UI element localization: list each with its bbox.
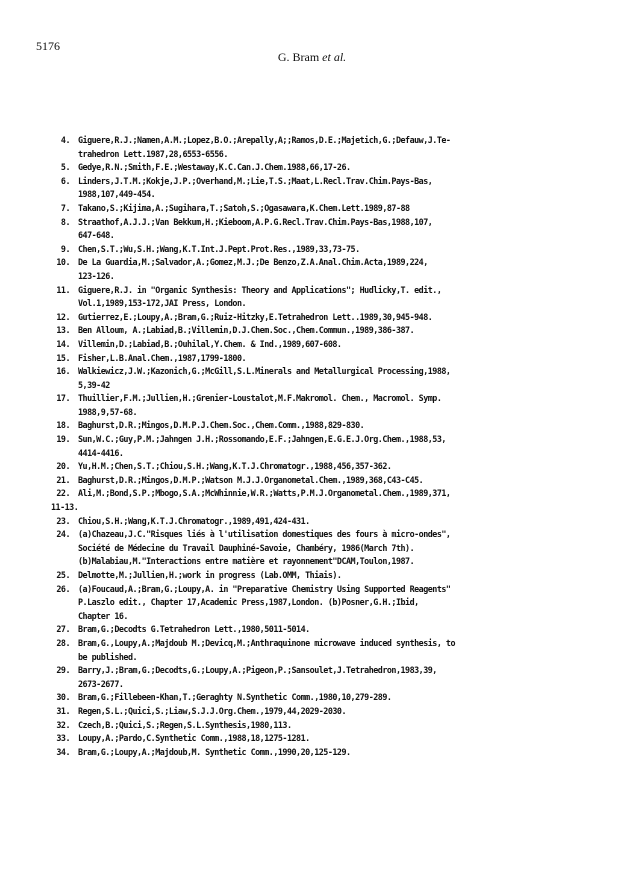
reference-text [78, 134, 595, 161]
reference-number: 32. [56, 719, 70, 730]
page-number: 5176 [36, 39, 60, 53]
reference-item [50, 664, 595, 691]
reference-line: Fisher,L.B.Anal.Chem.,1987,1799-1800. [78, 352, 247, 363]
reference-line: (a)Foucaud,A.;Bram,G.;Loupy,A. in "Preparative Chemistry Using Supported Reagents" [78, 583, 451, 594]
reference-text [78, 569, 595, 583]
reference-item [50, 569, 595, 583]
reference-line: 5,39-42 [78, 379, 110, 390]
reference-text [78, 474, 595, 488]
reference-list [50, 134, 595, 759]
reference-line: Chen,S.T.;Wu,S.H.;Wang,K.T.Int.J.Pept.Prot.Res.,1989,33,73-75. [78, 243, 360, 254]
reference-number: 7. [60, 202, 70, 213]
reference-number: 25. [56, 570, 70, 580]
reference-number: 33. [56, 733, 70, 744]
reference-text [78, 515, 595, 529]
reference-line: Bram,G.;Decodts G.Tetrahedron Lett.,1980,5011-5014. [78, 624, 310, 635]
reference-text [78, 161, 595, 175]
reference-line: trahedron Lett.1987,28,6553-6556. [78, 148, 228, 159]
reference-line: Czech,B.;Quici,S.;Regen,S.L.Synthesis,1980,113. [78, 719, 292, 730]
reference-number: 4. [60, 135, 70, 145]
reference-line: (b)Malabiau,M."Interactions entre matière et rayonnement"DCAM,Toulon,1987. [78, 556, 415, 567]
reference-line: (a)Chazeau,J.C."Risques liés à l'utilisation domestiques des fours à micro-ondes", [78, 529, 451, 540]
reference-item [50, 583, 595, 624]
reference-item [50, 528, 595, 569]
reference-line: Baghurst,D.R.;Mingos,D.M.P.J.Chem.Soc.,Chem.Comm.,1988,829-830. [78, 420, 365, 431]
reference-text [78, 732, 595, 746]
reference-item [50, 623, 595, 637]
reference-number: 5. [60, 162, 70, 173]
reference-line: 11-13. [51, 502, 79, 513]
reference-line: Takano,S.;Kijima,A.;Sugihara,T.;Satoh,S.;Ogasawara,K.Chem.Lett.1989,87-88 [78, 202, 410, 213]
reference-line: Ben Alloum, A.;Labiad,B.;Villemin,D.J.Chem.Soc.,Chem.Commun.,1989,386-387. [78, 325, 415, 336]
reference-item [50, 256, 595, 283]
reference-item [50, 324, 595, 338]
reference-number: 12. [56, 311, 70, 322]
reference-text [78, 419, 595, 433]
reference-line: Giguere,R.J. in "Organic Synthesis: Theory and Applications"; Hudlicky,T. edit., [78, 284, 442, 295]
reference-number: 14. [56, 338, 70, 349]
reference-item [50, 365, 595, 392]
reference-item [50, 216, 595, 243]
reference-item [50, 202, 595, 216]
reference-number: 28. [56, 637, 70, 648]
reference-number: 27. [56, 624, 70, 635]
reference-line: Chapter 16. [78, 610, 128, 621]
reference-line: Loupy,A.;Pardo,C.Synthetic Comm.,1988,18,1275-1281. [78, 733, 310, 744]
reference-number: 20. [56, 461, 70, 472]
reference-text [78, 691, 595, 705]
reference-text [78, 256, 595, 283]
reference-line: 4414-4416. [78, 447, 124, 458]
reference-item [50, 419, 595, 433]
reference-line: Barry,J.;Bram,G.;Decodts,G.;Loupy,A.;Pigeon,P.;Sansoulet,J.Tetrahedron,1983,39, [78, 665, 437, 676]
reference-item [50, 474, 595, 488]
reference-line: 647-648. [78, 230, 115, 241]
reference-line: Giguere,R.J.;Namen,A.M.;Lopez,B.O.;Arepally,A;;Ramos,D.E.;Majetich,G.;Defauw,J.Te- [78, 135, 451, 145]
reference-line: Société de Médecine du Travail Dauphiné-Savoie, Chambéry, 1986(March 7th). [78, 542, 415, 553]
reference-number: 24. [56, 529, 70, 540]
reference-number: 21. [56, 474, 70, 485]
reference-number: 23. [56, 515, 70, 526]
reference-number: 34. [56, 746, 70, 757]
reference-text [78, 719, 595, 733]
reference-line: Linders,J.T.M.;Kokje,J.P.;Overhand,M.;Lie,T.S.;Maat,L.Recl.Trav.Chim.Pays-Bas, [78, 175, 433, 186]
running-head-author: G. Bram [277, 50, 320, 64]
reference-line: Straathof,A.J.J.;Van Bekkum,H.;Kieboom,A.P.G.Recl.Trav.Chim.Pays-Bas,1988,107, [78, 216, 433, 227]
reference-number: 9. [60, 243, 70, 254]
reference-item [50, 705, 595, 719]
reference-item [50, 134, 595, 161]
reference-number: 13. [56, 325, 70, 336]
reference-text [78, 746, 595, 760]
reference-number: 8. [60, 216, 70, 227]
reference-line: Delmotte,M.;Jullien,H.;work in progress (Lab.OMM, Thiais). [78, 570, 342, 580]
reference-line: Gedye,R.N.;Smith,F.E.;Westaway,K.C.Can.J.Chem.1988,66,17-26. [78, 162, 351, 173]
reference-text [78, 392, 595, 419]
reference-line: Vol.1,1989,153-172,JAI Press, London. [78, 298, 247, 309]
reference-item [50, 392, 595, 419]
reference-item [50, 311, 595, 325]
reference-text [78, 528, 595, 569]
reference-line: Thuillier,F.M.;Jullien,H.;Grenier-Loustalot,M.F.Makromol. Chem., Macromol. Symp. [78, 393, 442, 404]
reference-text [78, 664, 595, 691]
running-head-etal: et al. [319, 50, 347, 64]
reference-number: 18. [56, 420, 70, 431]
reference-item [50, 460, 595, 474]
reference-number: 22. [56, 488, 70, 499]
reference-text [78, 175, 595, 202]
reference-text [78, 583, 595, 624]
reference-item [50, 719, 595, 733]
reference-item [50, 515, 595, 529]
reference-line: Yu,H.M.;Chen,S.T.;Chiou,S.H.;Wang,K.T.J.Chromatogr.,1988,456,357-362. [78, 461, 392, 472]
reference-line: 2673-2677. [78, 678, 124, 689]
reference-number: 11. [56, 284, 70, 295]
reference-item [50, 243, 595, 257]
reference-number: 16. [56, 366, 70, 377]
reference-line: Sun,W.C.;Guy,P.M.;Jahngen J.H.;Rossomando,E.F.;Jahngen,E.G.E.J.Org.Chem.,1988,53, [78, 434, 446, 445]
running-head [0, 50, 624, 65]
reference-text [78, 311, 595, 325]
reference-item [50, 487, 595, 514]
reference-item [50, 161, 595, 175]
reference-text [78, 637, 595, 664]
reference-item [50, 691, 595, 705]
reference-number: 19. [56, 434, 70, 445]
reference-line: Villemin,D.;Labiad,B.;Ouhilal,Y.Chem. & Ind.,1989,607-608. [78, 338, 342, 349]
reference-item [50, 637, 595, 664]
reference-line: Walkiewicz,J.W.;Kazonich,G.;McGill,S.L.Minerals and Metallurgical Processing,1988, [78, 366, 451, 377]
reference-line: Regen,S.L.;Quici,S.;Liaw,S.J.J.Org.Chem.,1979,44,2029-2030. [78, 705, 346, 716]
reference-text [78, 352, 595, 366]
reference-line: De La Guardia,M.;Salvador,A.;Gomez,M.J.;De Benzo,Z.A.Anal.Chim.Acta,1989,224, [78, 257, 428, 268]
reference-number: 6. [60, 175, 70, 186]
reference-text [78, 202, 595, 216]
reference-item [50, 284, 595, 311]
reference-line: 1988,107,449-454. [78, 189, 156, 200]
reference-text [78, 623, 595, 637]
reference-text [78, 433, 595, 460]
reference-number: 10. [56, 257, 70, 268]
reference-item [50, 352, 595, 366]
reference-text [78, 216, 595, 243]
reference-text [78, 284, 595, 311]
reference-item [50, 433, 595, 460]
reference-number: 29. [56, 665, 70, 676]
reference-line: Bram,G.,Loupy,A.;Majdoub M.;Devicq,M.;Anthraquinone microwave induced synthesis, to [78, 637, 456, 648]
reference-number: 31. [56, 705, 70, 716]
reference-text [78, 365, 595, 392]
reference-text [78, 338, 595, 352]
reference-item [50, 175, 595, 202]
reference-item [50, 338, 595, 352]
reference-line: Bram,G.;Fillebeen-Khan,T.;Geraghty N.Synthetic Comm.,1980,10,279-289. [78, 692, 392, 703]
reference-line: 123-126. [78, 270, 115, 281]
reference-text [78, 243, 595, 257]
reference-item [50, 732, 595, 746]
reference-line: Ali,M.;Bond,S.P.;Mbogo,S.A.;McWhinnie,W.R.;Watts,P.M.J.Organometal.Chem.,1989,371, [78, 488, 451, 499]
reference-text [78, 324, 595, 338]
reference-number: 30. [56, 692, 70, 703]
reference-number: 15. [56, 352, 70, 363]
reference-text [78, 705, 595, 719]
reference-line: be published. [78, 651, 138, 662]
reference-number: 26. [56, 583, 70, 594]
reference-line: Bram,G.;Loupy,A.;Majdoub,M. Synthetic Comm.,1990,20,125-129. [78, 746, 351, 757]
reference-number: 17. [56, 393, 70, 404]
reference-item [50, 746, 595, 760]
reference-line: P.Laszlo edit., Chapter 17,Academic Press,1987,London. (b)Posner,G.H.;Ibid, [78, 597, 419, 608]
reference-line: Chiou,S.H.;Wang,K.T.J.Chromatogr.,1989,491,424-431. [78, 515, 310, 526]
reference-text [78, 460, 595, 474]
reference-line: Gutierrez,E.;Loupy,A.;Bram,G.;Ruiz-Hitzky,E.Tetrahedron Lett..1989,30,945-948. [78, 311, 433, 322]
reference-line: Baghurst,D.R.;Mingos,D.M.P.;Watson M.J.J.Organometal.Chem.,1989,368,C43-C45. [78, 474, 424, 485]
reference-line: 1988,9,57-68. [78, 406, 138, 417]
